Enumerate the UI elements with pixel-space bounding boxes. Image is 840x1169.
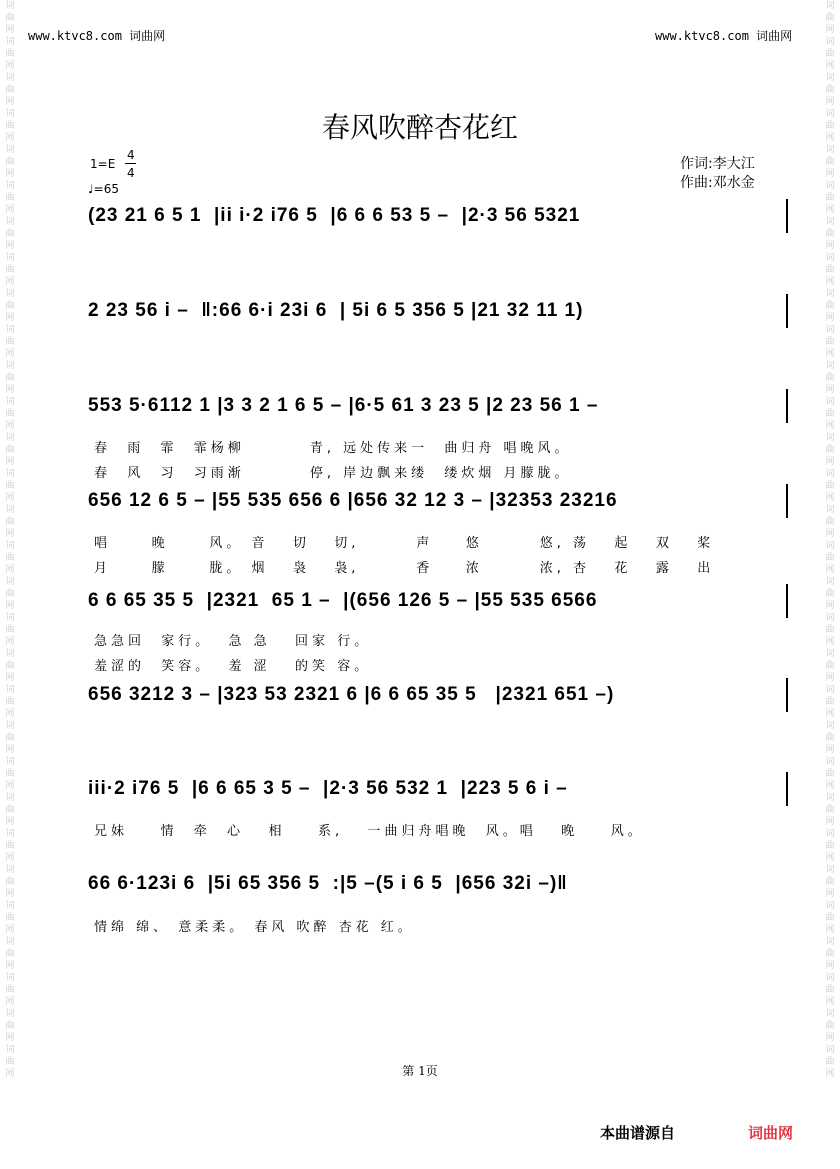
notation-line-7 bbox=[88, 772, 788, 816]
lyric-verse-1: 春 雨 霏 霏杨柳 青, 远处传来一 曲归舟 唱晚风。 bbox=[94, 441, 572, 456]
notation-line-2 bbox=[88, 294, 788, 338]
song-title: 春风吹醉杏花红 bbox=[321, 111, 518, 144]
notation-line-3 bbox=[88, 389, 788, 433]
notation-line-6 bbox=[88, 678, 788, 722]
lyric-verse-2: 羞涩的 笑容。 羞 涩 的笑 容。 bbox=[94, 659, 372, 674]
source-label: 本曲谱源自 bbox=[600, 1124, 676, 1142]
key-signature: 1=E bbox=[90, 157, 116, 171]
jianpu-notes: (23 21 6 5 1 |ii i·2 i76 5 |6 6 6 53 5 – |2·3 56 5321 bbox=[88, 205, 581, 226]
jianpu-notes: iii·2 i76 5 |6 6 65 3 5 – |2·3 56 532 1 |223 5 6 i – bbox=[88, 778, 568, 799]
site-url-right[interactable]: www.ktvc8.com 词曲网 bbox=[655, 29, 793, 43]
lyric-verse-1: 唱 晚 风。 音 切 切, 声 悠 悠, 荡 起 双 桨 bbox=[94, 536, 715, 551]
jianpu-notes: 6 6 65 35 5 |2321 65 1 – |(656 126 5 – |55 535 6566 bbox=[88, 590, 598, 611]
site-url-left[interactable]: www.ktvc8.com 词曲网 bbox=[28, 29, 166, 43]
jianpu-notes: 66 6·123i 6 |5i 65 356 5 :|5 –(5 i 6 5 |656 32i –)‖ bbox=[88, 873, 568, 894]
tempo-marking: ♩=65 bbox=[88, 182, 119, 196]
notation-line-5 bbox=[88, 584, 788, 628]
time-signature-bottom: 4 bbox=[127, 166, 135, 180]
composer-credit: 作曲:邓水金 bbox=[680, 175, 755, 191]
left-watermark-strip: 词曲网词曲网词曲网词曲网词曲网词曲网词曲网词曲网词曲网词曲网词曲网词曲网词曲网词曲网词曲网词曲网词曲网词曲网词曲网词曲网词曲网词曲网词曲网词曲网词曲网词曲网词曲网词曲网词曲网词曲网 bbox=[5, 1, 15, 1079]
lyric-verse-1: 急急回 家行。 急 急 回家 行。 bbox=[94, 634, 372, 649]
lyricist-credit: 作词:李大江 bbox=[680, 156, 755, 172]
page-number: 第 1页 bbox=[402, 1064, 438, 1078]
time-signature-top: 4 bbox=[127, 148, 135, 162]
jianpu-notes: 656 12 6 5 – |55 535 656 6 |656 32 12 3 – |32353 23216 bbox=[88, 490, 618, 511]
jianpu-notes: 656 3212 3 – |323 53 2321 6 |6 6 65 35 5 |2321 651 –) bbox=[88, 684, 615, 705]
jianpu-notes: 2 23 56 i – ‖:66 6·i 23i 6 | 5i 6 5 356 5 |21 32 11 1) bbox=[88, 300, 584, 321]
lyric-verse-2: 春 风 习 习雨渐 停, 岸边飘来缕 缕炊烟 月朦胧。 bbox=[94, 466, 572, 481]
notation-line-4 bbox=[88, 484, 788, 528]
right-watermark-strip: 词曲网词曲网词曲网词曲网词曲网词曲网词曲网词曲网词曲网词曲网词曲网词曲网词曲网词曲网词曲网词曲网词曲网词曲网词曲网词曲网词曲网词曲网词曲网词曲网词曲网词曲网词曲网词曲网词曲网词曲网 bbox=[825, 1, 835, 1079]
brand-link[interactable]: 词曲网 bbox=[748, 1124, 794, 1142]
notation-line-8 bbox=[88, 867, 788, 911]
jianpu-notes: 553 5·6112 1 |3 3 2 1 6 5 – |6·5 61 3 23 5 |2 23 56 1 – bbox=[88, 395, 599, 416]
lyric-verse-2: 月 朦 胧。 烟 袅 袅, 香 浓 浓, 杏 花 露 出 bbox=[94, 561, 715, 576]
lyric-verse-1: 兄妹 情 牵 心 相 系, 一曲归舟唱晚 风。唱 晚 风。 bbox=[94, 824, 645, 839]
lyric-verse-1: 情绵 绵、 意柔柔。 春风 吹醉 杏花 红。 bbox=[94, 920, 415, 935]
notation-line-1 bbox=[88, 199, 788, 243]
